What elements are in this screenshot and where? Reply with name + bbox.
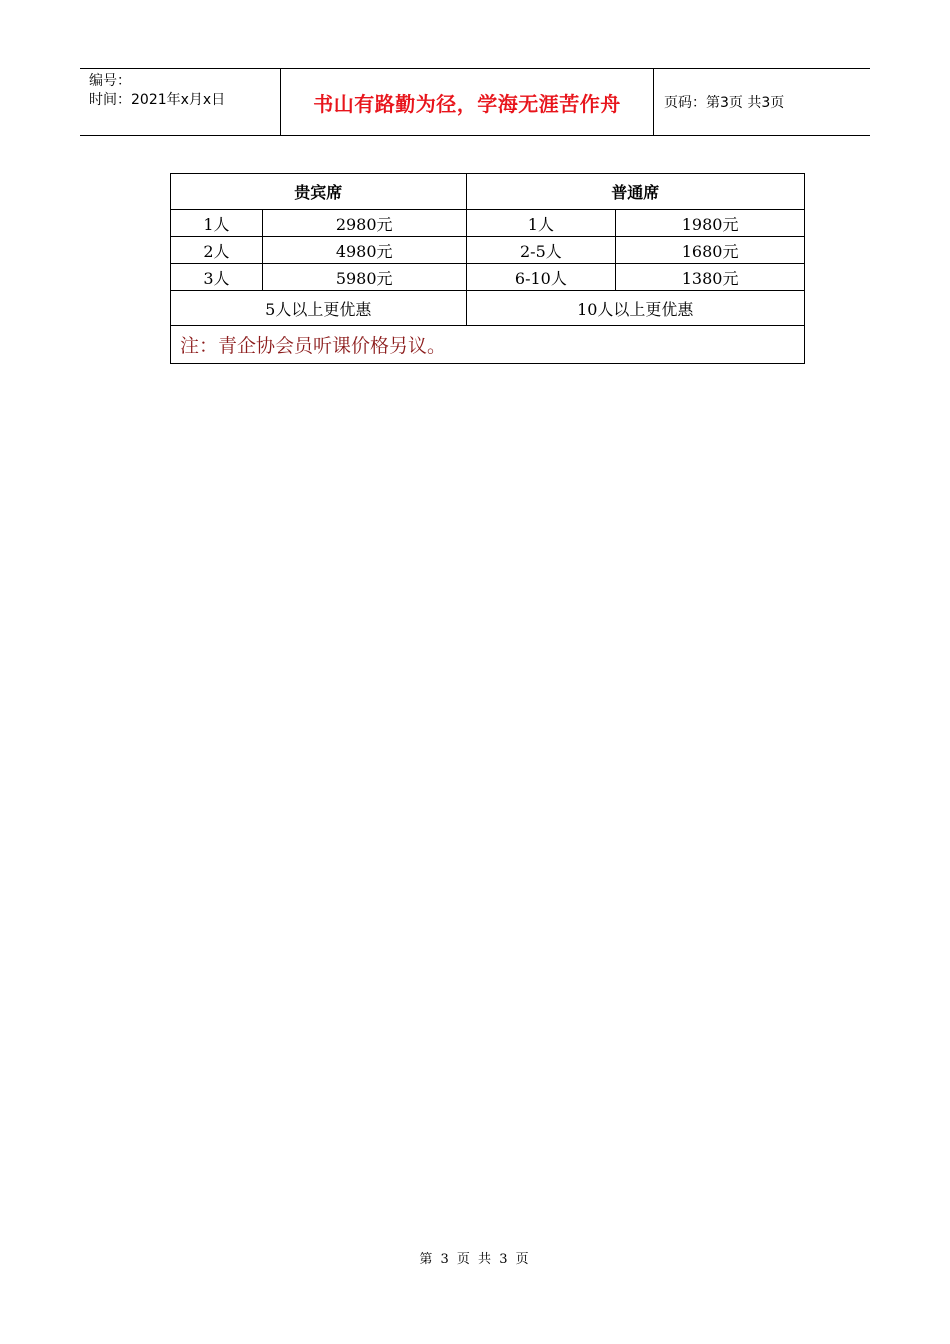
regular-price: 1980元 xyxy=(616,210,805,237)
table-row xyxy=(171,210,805,237)
member-note: 注：青企协会员听课价格另议。 xyxy=(171,326,805,364)
vip-price: 2980元 xyxy=(262,210,466,237)
page-info: 页码：第3页 共3页 xyxy=(664,95,785,111)
vip-people: 1人 xyxy=(171,210,263,237)
discount-row xyxy=(171,291,805,326)
table-row xyxy=(171,237,805,264)
regular-people: 6-10人 xyxy=(466,264,616,291)
date-label: 时间：2021年x月x日 xyxy=(89,92,226,108)
header-meta xyxy=(80,69,281,135)
page-header xyxy=(80,68,870,136)
regular-people: 1人 xyxy=(466,210,616,237)
regular-discount: 10人以上更优惠 xyxy=(466,291,804,326)
vip-header: 贵宾席 xyxy=(171,174,467,210)
vip-price: 5980元 xyxy=(262,264,466,291)
number-label: 编号： xyxy=(89,73,131,89)
vip-discount: 5人以上更优惠 xyxy=(171,291,467,326)
table-row xyxy=(171,264,805,291)
regular-people: 2-5人 xyxy=(466,237,616,264)
note-row xyxy=(171,326,805,364)
regular-header: 普通席 xyxy=(466,174,804,210)
vip-people: 3人 xyxy=(171,264,263,291)
table-header-row xyxy=(171,174,805,210)
motto: 书山有路勤为径，学海无涯苦作舟 xyxy=(281,69,654,135)
price-table xyxy=(170,173,805,364)
page-footer: 第 3 页 共 3 页 xyxy=(419,1252,531,1267)
vip-people: 2人 xyxy=(171,237,263,264)
regular-price: 1380元 xyxy=(616,264,805,291)
regular-price: 1680元 xyxy=(616,237,805,264)
vip-price: 4980元 xyxy=(262,237,466,264)
